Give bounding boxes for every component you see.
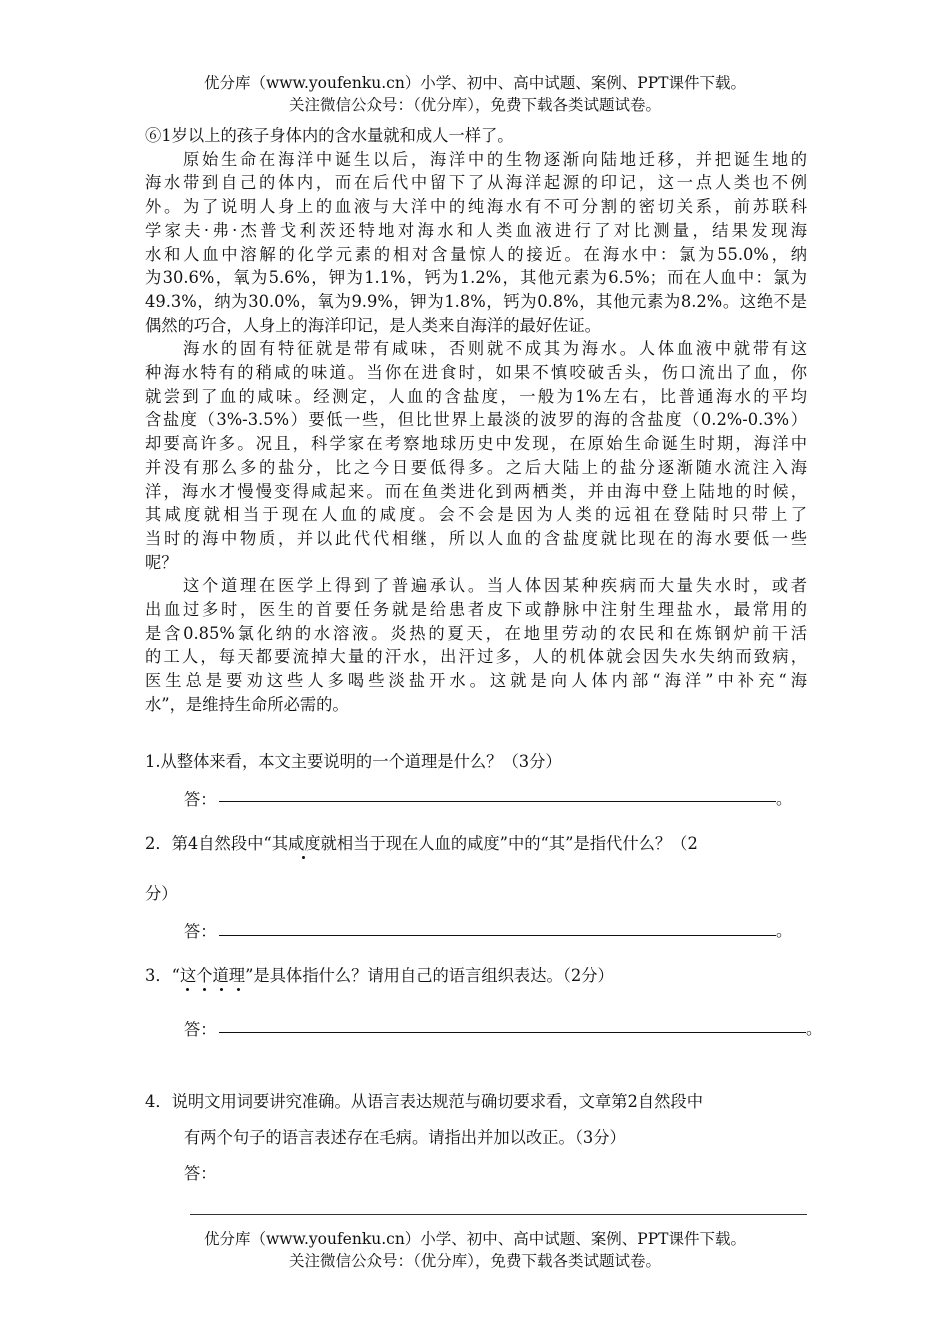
passage-line: 呢？ [145, 552, 178, 572]
passage [145, 124, 807, 717]
question-4-continued: 有两个句子的语言表述存在毛病。请指出并加以改正。（3分） [184, 1128, 626, 1147]
passage-line: 含盐度（3%-3.5%）要低一些，但比世界上最淡的波罗的海的含盐度（0.2%-0.3%） [145, 410, 807, 430]
header-line-1: 优分库（www.youfenku.cn）小学、初中、高中试题、案例、PPT课件下载。 [203, 74, 747, 92]
page-header [0, 72, 950, 116]
question-4: 4．说明文用词要讲究准确。从语言表达规范与确切要求看，文章第2自然段中 [145, 1092, 704, 1111]
question-3: 3．“这个道理”是具体指什么？请用自己的语言组织表达。（2分） [145, 966, 614, 985]
footer-divider [190, 1214, 807, 1215]
answer-end-mark-3: 。 [806, 1019, 823, 1038]
answer-label-1: 答： [184, 790, 217, 809]
emphasis-dot [237, 988, 240, 991]
passage-line: 为30.6%，氧为5.6%，钾为1.1%，钙为1.2%，其他元素为6.5%；而在人血中：氯为 [145, 268, 807, 288]
passage-line: 偶然的巧合，人身上的海洋印记，是人类来自海洋的最好佐证。 [145, 315, 601, 335]
passage-line: 洋，海水才慢慢变得咸起来。而在鱼类进化到两栖类，并由海中登上陆地的时候， [145, 481, 807, 501]
passage-line: 就尝到了血的咸味。经测定，人血的含盐度，一般为1%左右，比普通海水的平均 [145, 386, 807, 406]
answer-line-3[interactable] [219, 1032, 806, 1033]
passage-line: 并没有那么多的盐分，比之今日要低得多。之后大陆上的盐分逐渐随水流注入海 [145, 457, 807, 477]
emphasis-dot [186, 988, 189, 991]
answer-end-mark-1: 。 [776, 789, 793, 808]
emphasis-dot [203, 988, 206, 991]
passage-line: ⑥1岁以上的孩子身体内的含水量就和成人一样了。 [145, 126, 514, 145]
passage-line: 水”，是维持生命所必需的。 [145, 694, 349, 714]
answer-label-3: 答： [184, 1020, 217, 1039]
passage-line: 其咸度就相当于现在人血的咸度。会不会是因为人类的远祖在登陆时只带上了 [145, 505, 807, 525]
emphasis-dot [220, 988, 223, 991]
question-1: 1.从整体来看，本文主要说明的一个道理是什么？（3分） [145, 752, 562, 771]
page-footer [0, 1228, 950, 1272]
passage-line: 种海水特有的稍咸的味道。当你在进食时，如果不慎咬破舌头，伤口流出了血，你 [145, 363, 807, 383]
answer-line-2[interactable] [219, 935, 776, 936]
passage-line: 水和人血中溶解的化学元素的相对含量惊人的接近。在海水中：氯为55.0%，纳 [145, 244, 807, 264]
passage-line: 出血过多时，医生的首要任务就是给患者皮下或静脉中注射生理盐水，最常用的 [145, 600, 807, 620]
passage-line: 这个道理在医学上得到了普遍承认。当人体因某种疾病而大量失水时，或者 [145, 576, 807, 596]
passage-line: 医生总是要劝这些人多喝些淡盐开水。这就是向人体内部“海洋”中补充“海 [145, 671, 807, 691]
answer-label-4: 答： [184, 1164, 217, 1183]
passage-line: 海水的固有特征就是带有咸味，否则就不成其为海水。人体血液中就带有这 [145, 339, 807, 359]
passage-line: 49.3%，纳为30.0%，氧为9.9%，钾为1.8%，钙为0.8%，其他元素为8.2%。这绝不是 [145, 291, 807, 311]
footer-line-1: 优分库（www.youfenku.cn）小学、初中、高中试题、案例、PPT课件下载。 [203, 1230, 747, 1248]
answer-line-1[interactable] [219, 801, 776, 802]
passage-line: 海水带到自己的体内，而在后代中留下了从海洋起源的印记，这一点人类也不例 [145, 173, 807, 193]
question-2: 2．第4自然段中“其咸度就相当于现在人血的咸度”中的“其”是指代什么？（2 [145, 834, 698, 853]
answer-label-2: 答： [184, 922, 217, 941]
passage-line: 当时的海中物质，并以此代代相继，所以人血的含盐度就比现在的海水要低一些 [145, 528, 807, 548]
question-2-continued: 分） [145, 884, 178, 903]
header-line-2: 关注微信公众号：（优分库），免费下载各类试题试卷。 [288, 96, 661, 114]
passage-line: 外。为了说明人身上的血液与大洋中的纯海水有不可分割的密切关系，前苏联科 [145, 197, 807, 217]
emphasis-dot [302, 856, 305, 859]
answer-end-mark-2: 。 [776, 921, 793, 940]
passage-line: 是含0.85%氯化纳的水溶液。炎热的夏天，在地里劳动的农民和在炼钢炉前干活 [145, 623, 807, 643]
passage-line: 学家夫·弗·杰普戈利茨还特地对海水和人类血液进行了对比测量，结果发现海 [145, 220, 807, 240]
passage-line: 的工人，每天都要流掉大量的汗水，出汗过多，人的机体就会因失水失纳而致病， [145, 647, 807, 667]
passage-line: 原始生命在海洋中诞生以后，海洋中的生物逐渐向陆地迁移，并把诞生地的 [145, 149, 807, 169]
footer-line-2: 关注微信公众号：（优分库），免费下载各类试题试卷。 [288, 1252, 661, 1270]
passage-line: 却要高许多。况且，科学家在考察地球历史中发现，在原始生命诞生时期，海洋中 [145, 434, 807, 454]
